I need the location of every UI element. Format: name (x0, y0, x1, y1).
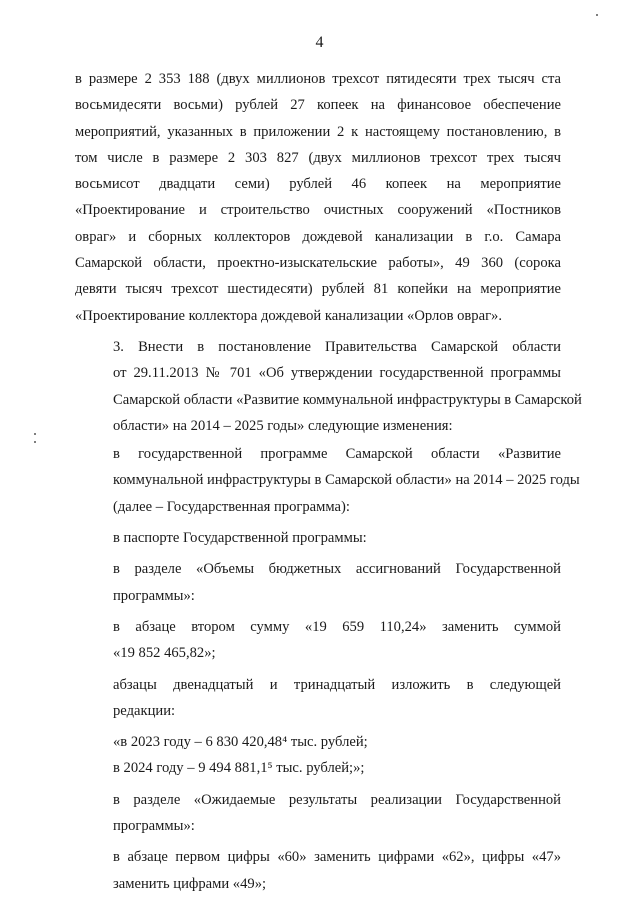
text-line: «Проектирование и строительство очистных сооружений «Постников (75, 202, 561, 219)
text-line: в абзаце втором сумму «19 659 110,24» заменить суммой (113, 618, 561, 635)
text-line: программы»: (113, 587, 195, 604)
text-line: в абзаце первом цифры «60» заменить цифрами «62», цифры «47» (113, 849, 561, 866)
paragraph-state-program (75, 441, 580, 520)
text-line: редакции: (113, 702, 176, 719)
paragraph-twelfth-thirteenth (75, 672, 561, 725)
text-line: области» на 2014 – 2025 годы» следующие изменения: (113, 417, 453, 434)
text-line: мероприятий, указанных в приложении 2 к настоящему постановлению, в (75, 123, 561, 140)
text-line: в разделе «Объемы бюджетных ассигнований Государственной (113, 561, 561, 578)
text-line: Самарской области «Развитие коммунальной инфраструктуры в Самарской (113, 391, 582, 408)
text-line: коммунальной инфраструктуры в Самарской области» на 2014 – 2025 годы (113, 472, 580, 489)
text-line: восьмидесяти восьми) рублей 27 копеек на финансовое обеспечение (75, 97, 561, 114)
text-line: Самарской области, проектно-изыскательские работы», 49 360 (сорока (75, 255, 561, 272)
text-line: том числе в размере 2 303 827 (двух миллионов трехсот трех тысяч (75, 149, 561, 166)
text-line: «в 2023 году – 6 830 420,48⁴ тыс. рублей; (113, 734, 368, 751)
scan-dot (596, 14, 598, 16)
text-line: в разделе «Ожидаемые результаты реализации Государственной (113, 791, 561, 808)
text-line: девяти тысяч трехсот шестидесяти) рублей 81 копейки на мероприятие (75, 281, 561, 298)
text-line: «19 852 465,82»; (113, 645, 216, 662)
text-line: (далее – Государственная программа): (113, 498, 350, 515)
paragraph-budget-section (75, 556, 561, 609)
text-line: восьмисот двадцати семи) рублей 46 копеек на мероприятие (75, 176, 561, 193)
paragraph-year-2024 (75, 755, 561, 781)
scan-dot (34, 441, 36, 443)
text-line: овраг» и сборных коллекторов дождевой канализации в г.о. Самара (75, 228, 561, 245)
paragraph-expected-results (75, 787, 561, 840)
paragraph-item-3 (75, 334, 582, 439)
text-line: абзацы двенадцатый и тринадцатый изложить в следующей (113, 676, 561, 693)
text-line: «Проектирование коллектора дождевой канализации «Орлов овраг». (75, 307, 503, 324)
paragraph-passport (75, 525, 561, 551)
text-line: заменить цифрами «49»; (113, 875, 267, 892)
text-line: программы»: (113, 818, 195, 835)
document-body (75, 66, 582, 897)
text-line: в размере 2 353 188 (двух миллионов трехсот пятидесяти трех тысяч ста (75, 71, 561, 87)
scan-dot (34, 433, 36, 435)
text-line: в 2024 году – 9 494 881,1⁵ тыс. рублей;»; (113, 760, 365, 777)
text-line: в государственной программе Самарской области «Развитие (113, 446, 561, 463)
paragraph-second-abzac (75, 614, 561, 667)
paragraph-year-2023 (75, 729, 561, 755)
text-line: 3. Внести в постановление Правительства Самарской области (113, 338, 561, 355)
paragraph-replace-figures (75, 844, 561, 897)
text-line: от 29.11.2013 № 701 «Об утверждении государственной программы (113, 365, 561, 382)
text-line: в паспорте Государственной программы: (113, 530, 367, 547)
page-number: 4 (315, 34, 324, 51)
paragraph-funding-continuation (75, 66, 561, 329)
